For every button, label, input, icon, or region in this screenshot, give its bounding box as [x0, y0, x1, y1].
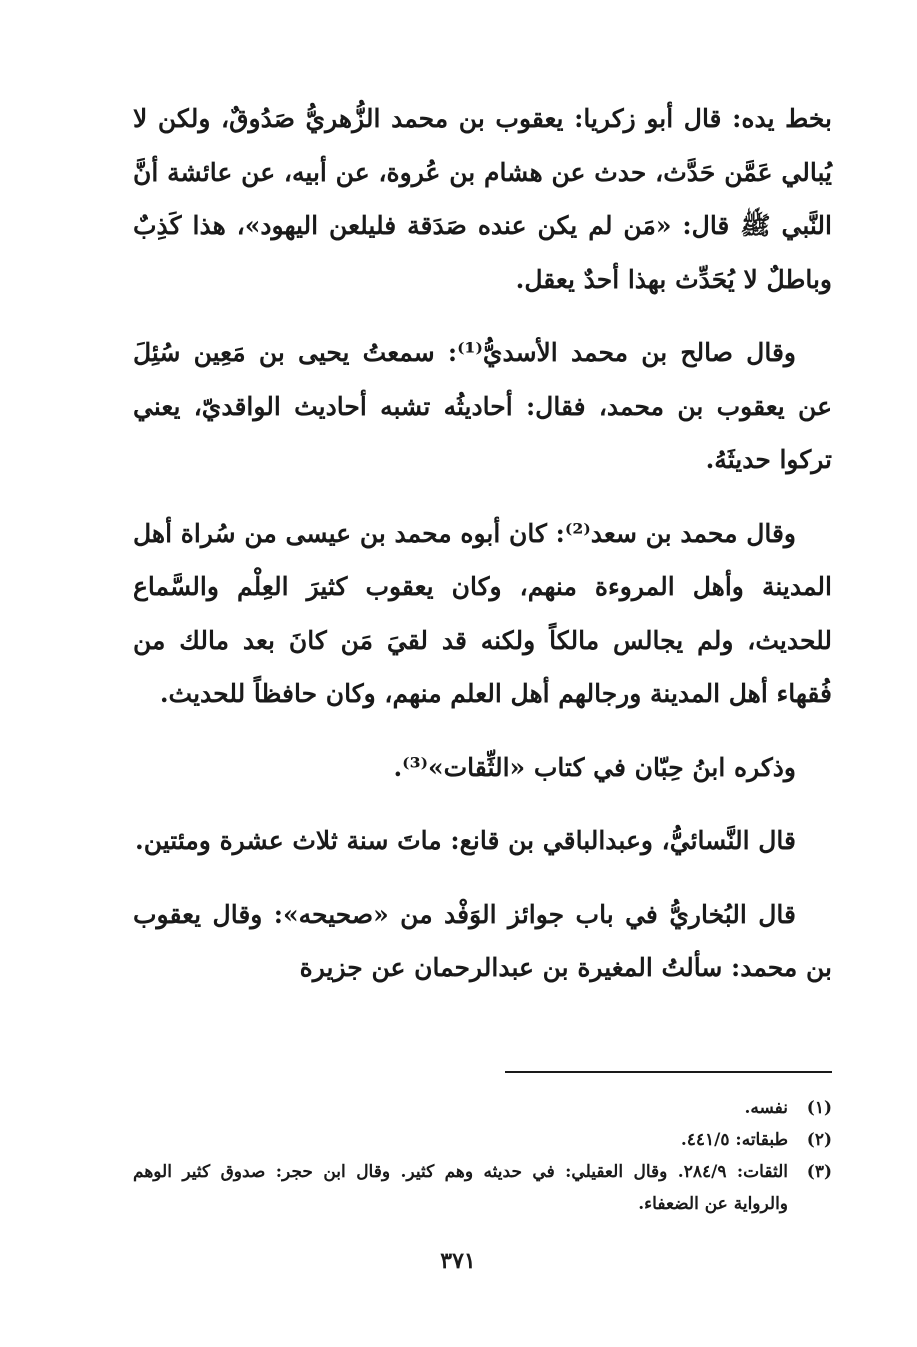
footnote-text: نفسه. [744, 1098, 788, 1118]
paragraph-4: وذكره ابنُ حِبّان في كتاب «الثِّقات»⁽³⁾. [393, 752, 796, 782]
paragraph-5: قال النَّسائيُّ، وعبدالباقي بن قانع: ماتَ سنة ثلاث عشرة ومئتين. [135, 826, 796, 855]
footnotes [133, 1092, 832, 1220]
footnote-divider [505, 1071, 832, 1073]
footnote-number: (٣) [806, 1162, 832, 1182]
paragraph-1: بخط يده: قال أبو زكريا: يعقوب بن محمد الزُّهريُّ صَدُوقٌ، ولكن لا يُبالي عَمَّن حَدَّث، حدث عن هشام بن عُروة، عن أبيه، عن عائشة أنَّ النَّبي ﷺ قال: «مَن لم يكن عنده صَدَقة فليلعن اليهود»، هذا كَذِبٌ وباطلٌ لا يُحَدِّث بهذا أحدٌ يعقل. [133, 104, 832, 294]
paragraph-3: وقال محمد بن سعد⁽²⁾: كان أبوه محمد بن عيسى من سُراة أهل المدينة وأهل المروءة منهم، وكان يعقوب كثيرَ العِلْم والسَّماع للحديث، ولم يجالس مالكاً ولكنه قد لقيَ مَن كانَ بعد مالك من فُقهاء أهل المدينة ورجالهم أهل العلم منهم، وكان حافظاً للحديث. [133, 518, 832, 708]
footnote-2 [133, 1124, 832, 1156]
footnote-text: طبقاته: ٤٤١/٥. [680, 1130, 788, 1150]
footnote-number: (١) [806, 1098, 832, 1118]
footnote-1 [133, 1092, 832, 1124]
page-number: ٣٧١ [440, 1248, 476, 1274]
paragraph-6: قال البُخاريُّ في باب جوائز الوَفْد من «صحيحه»: وقال يعقوب بن محمد: سألتُ المغيرة بن عبدالرحمان عن جزيرة [133, 899, 832, 982]
paragraph-2: وقال صالح بن محمد الأسديُّ⁽¹⁾: سمعتُ يحيى بن مَعِين سُئِلَ عن يعقوب بن محمد، فقال: أحاديثُه تشبه أحاديث الواقديّ، يعني تركوا حديثَهُ. [133, 338, 832, 474]
main-text [133, 92, 832, 1015]
footnote-number: (٢) [806, 1130, 832, 1150]
footnote-text: الثقات: ٢٨٤/٩. وقال العقيلي: في حديثه وهم كثير. وقال ابن حجر: صدوق كثير الوهم والرواية عن الضعفاء. [133, 1162, 788, 1214]
footnote-3 [133, 1156, 832, 1220]
